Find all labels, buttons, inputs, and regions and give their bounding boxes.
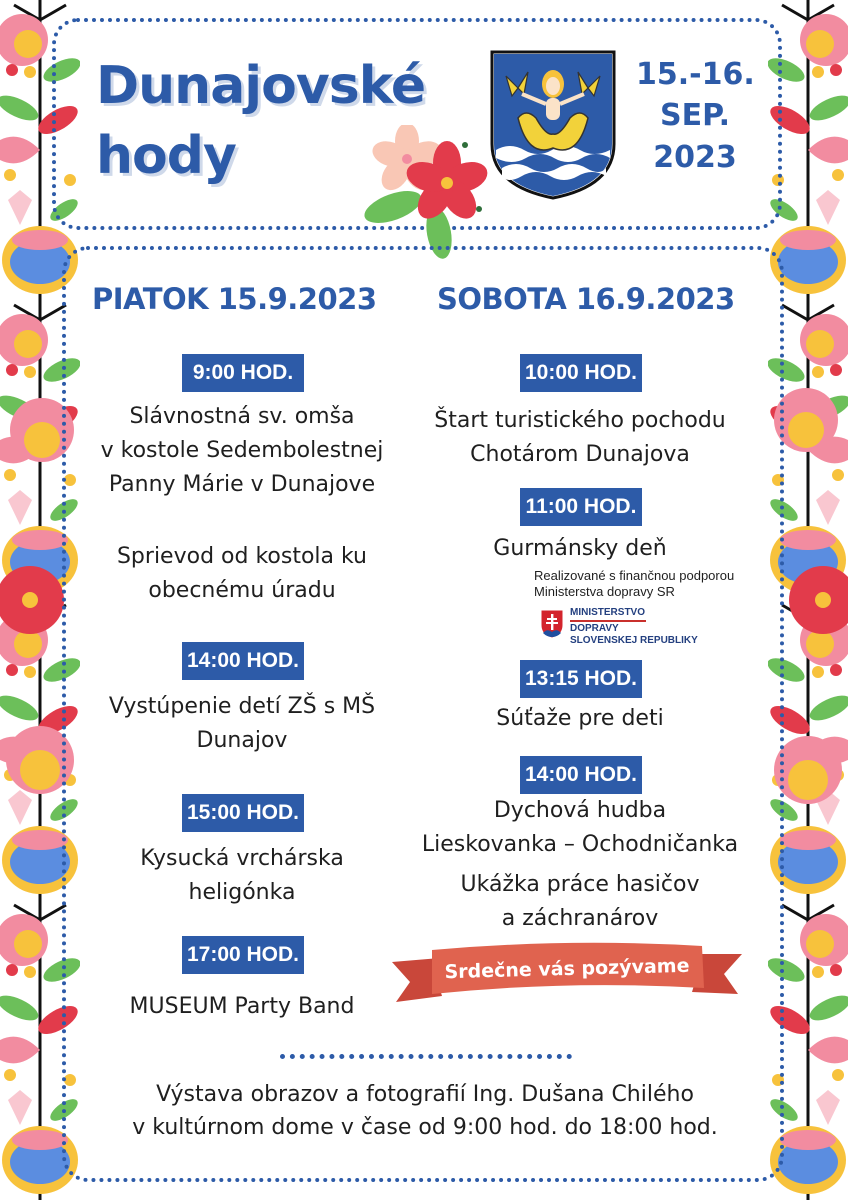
date-month: SEP. [660,98,730,134]
exhibition-line: v kultúrnom dome v čase od 9:00 hod. do 18:00 hod. [132,1115,718,1140]
event-line: a záchranárov [501,906,659,932]
event-description [82,990,402,1024]
saturday-heading: SOBOTA 16.9.2023 [437,282,735,316]
page-title-line2: hody [96,126,236,186]
time-badge: 11:00 HOD. [520,488,642,526]
ministry-name [570,607,698,647]
event-line: Dunajov [196,728,288,754]
event-line: Sprievod od kostola ku [116,544,368,569]
event-line: Kysucká vrchárska [140,846,344,871]
event-line: Súťaže pre deti [496,706,664,731]
date-year: 2023 [653,139,737,175]
time-badge: 14:00 HOD. [520,756,642,794]
sponsor-note-line: Ministerstva dopravy SR [534,584,675,600]
event-description [420,532,740,566]
ministry-line: SLOVENSKEJ REPUBLIKY [570,635,698,646]
event-line: Gurmánsky deň [493,536,667,561]
time-badge: 9:00 HOD. [182,354,304,392]
sponsor-note [534,568,734,601]
ministry-rule [570,620,646,622]
slovak-coat-of-arms-icon [540,609,564,639]
event-line: Vystúpenie detí ZŠ s MŠ [108,694,376,719]
ministry-line: MINISTERSTVO [570,607,646,618]
event-description [82,842,402,910]
event-description [82,540,402,608]
ministry-of-transport-logo [540,607,710,647]
ministry-line: DOPRAVY [570,623,619,634]
time-badge: 17:00 HOD. [182,936,304,974]
event-line: Štart turistického pochodu [434,408,726,433]
event-line: obecnému úradu [148,578,336,604]
event-line: Ukážka práce hasičov [460,872,700,897]
event-description [420,404,740,472]
time-badge: 13:15 HOD. [520,660,642,698]
invitation-text: Srdečne vás pozývame [444,954,690,984]
event-description [420,794,740,862]
event-line: Panny Márie v Dunajove [108,472,376,498]
footer-divider [280,1054,572,1059]
page-title-line1: Dunajovské [96,56,426,116]
date-days: 15.-16. [636,57,755,92]
decorative-flower-icon [355,125,495,265]
time-badge: 10:00 HOD. [520,354,642,392]
exhibition-note [100,1078,750,1144]
event-dates [636,54,754,178]
event-line: Lieskovanka – Ochodničanka [421,832,739,858]
event-line: heligónka [188,880,296,906]
event-description [82,400,402,502]
event-line: Chotárom Dunajova [470,442,690,468]
event-description [420,702,740,736]
event-line: MUSEUM Party Band [129,994,355,1019]
event-line: v kostole Sedembolestnej [100,438,384,464]
event-description [420,868,740,936]
event-line: Dychová hudba [493,798,667,823]
friday-heading: PIATOK 15.9.2023 [92,282,377,316]
municipal-coat-of-arms-icon [488,48,618,200]
exhibition-line: Výstava obrazov a fotografií Ing. Dušana Chilého [156,1082,694,1107]
time-badge: 14:00 HOD. [182,642,304,680]
event-description [82,690,402,758]
time-badge: 15:00 HOD. [182,794,304,832]
sponsor-note-line: Realizované s finančnou podporou [534,568,735,583]
event-line: Slávnostná sv. omša [129,404,355,429]
